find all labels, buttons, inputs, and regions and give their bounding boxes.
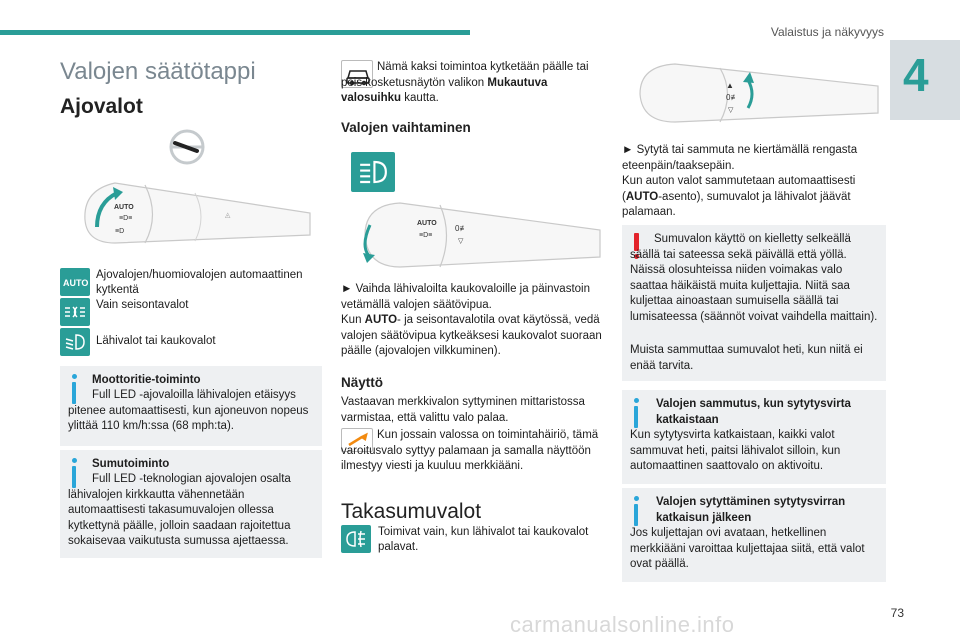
watermark: carmanualsonline.info [510, 612, 735, 637]
legend-text-auto: Ajovalojen/huomiovalojen automaattinen kytkentä [96, 269, 303, 296]
switch-body: ► Vaihda lähivaloilta kaukovaloille ja päinvastoin vetämällä valojen säätövipua. Kun AUTO- ja seisontavalotila ovat käytössä, vedä valojen säätövipua kytkeäksesi kaukovalot suoraan päälle (ajovalojen vilkkuminen). [341, 283, 602, 357]
rear-body: Toimivat vain, kun lähivalot tai kaukovalot palavat. [378, 526, 589, 553]
chapter-number: 4 [903, 49, 929, 101]
svg-text:▽: ▽ [458, 238, 464, 245]
svg-text:≡D: ≡D [115, 228, 125, 235]
info-box-moottoritie [60, 366, 322, 446]
heading-naytto: Näyttö [341, 375, 384, 390]
fault-body: Kun jossain valossa on toimintahäiriö, tämä varoitusvalo syttyy palamaan ja samalla näyttöön ilmestyy viesti ja kuuluu merkkiääni. [341, 429, 599, 472]
info-body: Jos kuljettajan ovi avataan, hetkellinen merkkiääni varoittaa kuljettajaa siitä, että valot ovat päällä. [630, 527, 865, 570]
section-title: Valaistus ja näkyvyys [770, 25, 884, 39]
info-body: Full LED -teknologian ajovalojen osalta lähivalojen kirkkautta vähennetään automaattisesti takasumuvalojen ollessa kytkettynä päälle, jolloin saadaan rajoitettua sokaisevaa vaikutusta sumussa ajettaessa. [68, 473, 291, 547]
info-title: Valojen sammutus, kun sytytysvirta katkaistaan [656, 398, 851, 426]
info-box-sumutoiminto [60, 450, 322, 558]
header-accent-bar [0, 30, 470, 35]
auto-headlamp-icon [60, 268, 90, 296]
heading-valojen-vaihtaminen: Valojen vaihtaminen [341, 120, 471, 135]
svg-text:▽: ▽ [728, 107, 734, 114]
intro-text: Nämä kaksi toimintoa kytketään päälle tai pois kosketusnäytön valikon Mukautuva valosuihku kautta. [341, 61, 589, 104]
svg-text:0≢: 0≢ [455, 224, 468, 233]
fog-body: ► Sytytä tai sammuta ne kiertämällä rengasta eteenpäin/taaksepäin. Kun auton valot sammutetaan automaattisesti (AUTO-asento), sumuvalot ja lähivalot jäävät palamaan. [622, 144, 858, 218]
heading-takasumuvalot: Takasumuvalot [341, 500, 482, 523]
info-title: Sumutoiminto [92, 458, 170, 470]
legend-text-sidelights: Vain seisontavalot [96, 299, 189, 311]
svg-text:AUTO: AUTO [114, 204, 134, 211]
svg-text:≡D≡: ≡D≡ [119, 215, 133, 222]
rear-fog-icon [341, 525, 371, 553]
info-box-ignition-off [622, 390, 886, 484]
svg-text:0≢: 0≢ [726, 93, 739, 102]
page-heading: Valojen säätötappi [60, 58, 256, 85]
display-body: Vastaavan merkkivalon syttyminen mittaristossa varmistaa, että valittu valo palaa. [341, 396, 585, 424]
warning-text-2: Muista sammuttaa sumuvalot heti, kun niitä ei enää tarvita. [630, 344, 863, 372]
subheading-ajovalot: Ajovalot [60, 95, 143, 118]
info-title: Moottoritie-toiminto [92, 374, 201, 386]
sidelights-icon [60, 298, 90, 326]
headlamp-stalk-illustration [75, 125, 320, 250]
legend-text-low-beam: Lähivalot tai kaukovalot [96, 335, 216, 347]
warning-text: Sumuvalon käyttö on kielletty selkeällä säällä tai sateessa sekä päivällä että yöllä. Näissä olosuhteissa niiden voimakas valo saattaa häikäistä muita kuljettajia. Niitä saa kuljettaa ainoastaan sumuisella säällä tai lumisateessa (säännöt voivat vaihdella maittain). [630, 233, 878, 323]
svg-text:AUTO: AUTO [417, 220, 437, 227]
info-box-lights-on [622, 488, 886, 582]
svg-text:AUTO: AUTO [63, 278, 89, 288]
info-body: Kun sytytysvirta katkaistaan, kaikki valot sammuvat heti, paitsi lähivalot silloin, kun automaattinen saattovalo on aktivoitu. [630, 429, 841, 472]
high-beam-icon [351, 152, 395, 192]
warning-box-fog [622, 225, 886, 381]
info-title: Valojen sytyttäminen sytytysvirran katkaisun jälkeen [656, 496, 846, 524]
svg-text:≡D≡: ≡D≡ [419, 232, 433, 239]
page-number: 73 [890, 606, 904, 620]
fog-ring-illustration [620, 58, 882, 128]
svg-text:▲: ▲ [726, 81, 734, 90]
svg-text:◬: ◬ [225, 212, 231, 219]
info-body: Full LED -ajovaloilla lähivalojen etäisyys pitenee automaattisesti, kun ajoneuvon nopeus ylittää 110 km/h:ssa (68 mph:ta). [68, 389, 309, 432]
stalk-pull-illustration [345, 195, 603, 275]
low-beam-icon [60, 328, 90, 356]
